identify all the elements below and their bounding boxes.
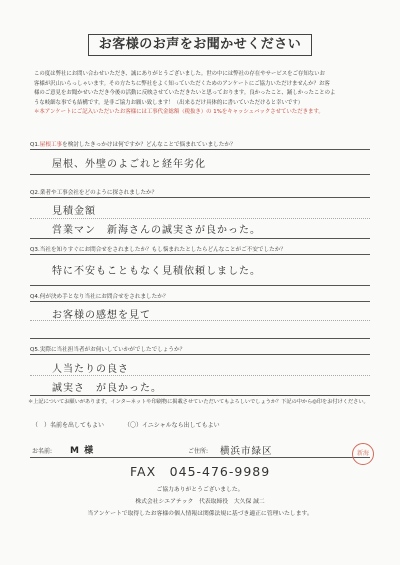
thanks-line: ご協力ありがとうございました。 <box>156 487 244 493</box>
answer-box <box>30 197 370 239</box>
question-text: 業者や工事会社をどのように探されましたか？ <box>39 190 158 196</box>
question-text: 何が決め手となり当社にお問合せをされましたか？ <box>39 294 169 300</box>
question-3 <box>30 246 370 277</box>
answer-rule <box>30 218 370 219</box>
question-2 <box>30 189 370 236</box>
answer-line: 特に不安もこともなく見積依頼しました。 <box>52 266 261 277</box>
page-title: お客様のお声をお聞かせください <box>88 34 312 56</box>
intro-line: この度は弊社にお問い合わせいただき、誠にありがとうございました。世の中には弊社の存在やサービスをご存知ないお <box>34 71 325 77</box>
question-number: Q5. <box>30 347 40 353</box>
question-label <box>30 246 370 254</box>
answer-box <box>30 301 370 339</box>
cashback-note: ＊本アンケートにご記入いただいたお客様には工事代金総額（税抜き）の 1%をキャッシュバックさせていただきます。 <box>34 109 324 115</box>
question-label <box>30 346 370 354</box>
answer-line: 誠実さ が良かった。 <box>52 383 162 394</box>
customer-info-row <box>30 443 370 458</box>
question-number: Q4. <box>30 294 40 300</box>
option-initial-ok[interactable]: （〇）イニシャルなら出してもよい <box>123 422 220 429</box>
answer-line: お客様の感想を見て <box>52 310 151 321</box>
intro-line: うな岐細な事でも結構です。是非ご協力お願い致します！（出来るだけ具体的に書いていただけると幸いです） <box>34 99 304 106</box>
staff-seal-stamp: 新海 <box>352 443 374 465</box>
question-number: Q1. <box>30 142 40 148</box>
answer-line: 営業マン 新海さんの誠実さが良かった。 <box>52 225 261 236</box>
name-label: お名前: <box>32 448 53 455</box>
fax-number: FAX 045-476-9989 <box>130 464 271 479</box>
intro-text <box>34 70 374 118</box>
answer-rule <box>30 375 370 376</box>
question-text: 当社を知りすぐにお問合せをされましたか？もし悩まれたとしたらどんなことがご不安でしたか？ <box>39 247 286 253</box>
name-value: M 様 <box>70 446 95 456</box>
question-number: Q2. <box>30 190 40 196</box>
privacy-line: 当アンケートで取得したお客様の個人情報は関係法規に基づき適正に管理いたします。 <box>87 511 313 517</box>
question-label <box>30 141 370 149</box>
answer-line: 見積金額 <box>52 206 96 217</box>
question-text: を検討したきっかけは何ですか？どんなことで悩まれていましたか？ <box>62 142 236 148</box>
consent-text: ＊上記についてお願いがあります。インターネットや印刷物に掲載させていただいてもよろしいでしょうか？下記の中から◎印をお付けください。 <box>28 399 369 405</box>
question-number: Q3. <box>30 247 40 253</box>
question-text: 実際に当社担当者がお伺いしていかがでしたでしょうか？ <box>39 347 186 353</box>
publish-options <box>32 420 332 429</box>
question-5 <box>30 346 370 394</box>
question-label <box>30 293 370 301</box>
intro-line: 様のご意見をお聞かせいただき今後の活動に反映させていただきたいと思っております。良かったこと、踊しかったことのよ <box>34 90 336 96</box>
address-value: 横浜市緑区 <box>220 446 273 457</box>
answer-box <box>30 354 370 396</box>
answer-line: 屋根、外壁のよごれと経年劣化 <box>52 159 206 170</box>
question-label <box>30 189 370 197</box>
answer-box <box>30 254 370 286</box>
question-1 <box>30 141 370 170</box>
address-label: ご住所: <box>188 448 209 455</box>
answer-box <box>30 149 370 175</box>
question-highlight: 屋根工事 <box>39 142 63 148</box>
question-4 <box>30 293 370 321</box>
intro-line: 客様が沢山いらっしゃいます。その方たちに弊社をよく知っていただくためのアンケートにご協力いただけませんか？お客 <box>34 80 330 87</box>
answer-line: 人当たりの良さ <box>52 364 129 375</box>
company-line: 株式会社シエアテック 代表取締役 大久保 誠二 <box>135 499 265 505</box>
option-name-ok[interactable]: （ ）名前を出してもよい <box>32 422 105 429</box>
